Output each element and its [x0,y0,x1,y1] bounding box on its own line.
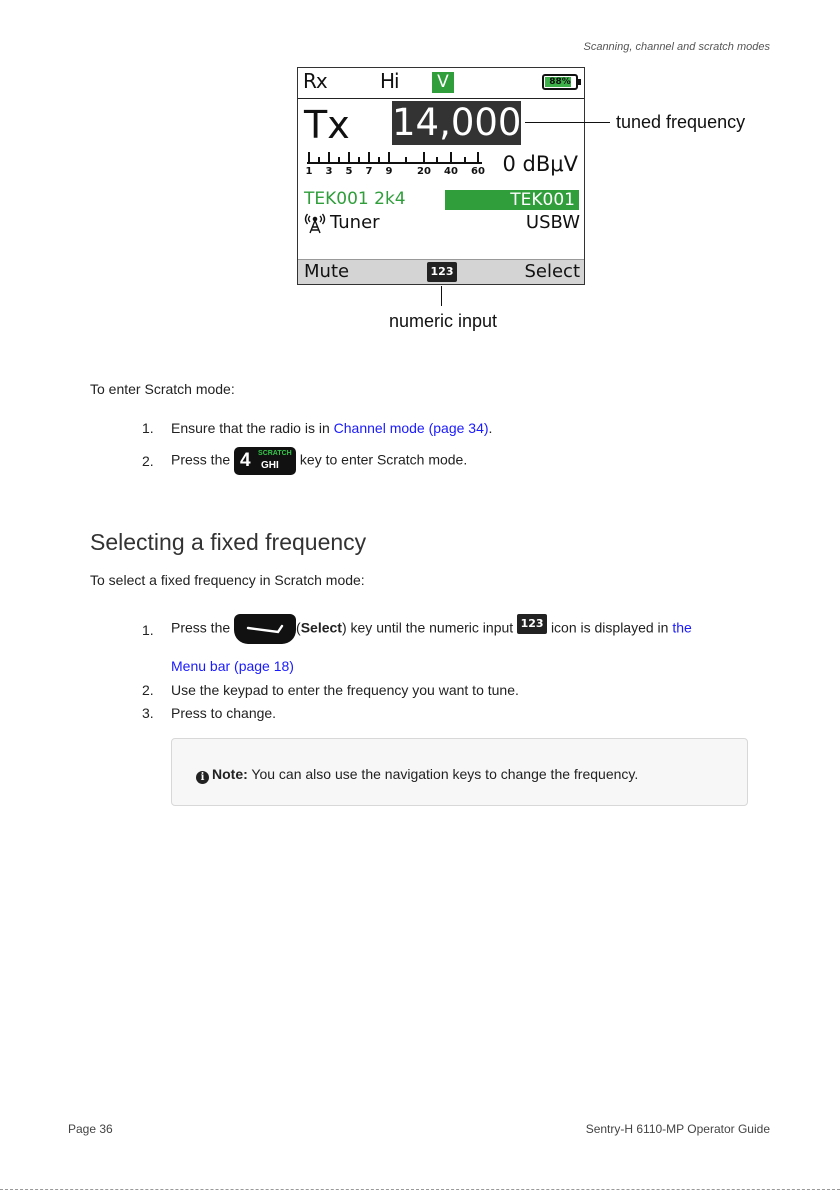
meter-minor-tick [358,157,360,163]
meter-minor-tick [338,157,340,163]
meter-minor-tick [436,157,438,163]
meter-scale-label: 60 [471,166,485,177]
meter-tick [348,152,350,163]
antenna-icon [304,212,326,234]
meter-tick [368,152,370,163]
battery-percent: 88% [549,77,571,87]
meter-scale-label: 7 [365,166,373,177]
meter-tick [450,152,452,163]
signal-level: 0 dBμV [502,152,578,176]
info-icon: i [196,771,209,784]
step-press-scratch: Press the 4 SCRATCH GHI key to enter Scratch mode. [171,447,467,475]
meter-scale-label: 20 [417,166,431,177]
tuner-label: Tuner [330,212,380,233]
menu-bar-link[interactable]: the [672,619,692,636]
step-number: 3. [142,705,154,721]
meter-scale-label: 1 [305,166,313,177]
battery-icon [542,74,578,90]
status-bar [298,68,584,99]
tx-label: Tx [304,103,350,147]
scratch-key-icon: 4 SCRATCH GHI [234,447,296,475]
meter-scale-label: 3 [325,166,333,177]
section-heading: Selecting a fixed frequency [90,529,367,555]
step-use-keypad: Use the keypad to enter the frequency you want to tune. [171,682,519,698]
section-intro: To select a fixed frequency in Scratch mode: [90,572,365,588]
status-v-badge: V [432,72,454,93]
callout-numeric-input: numeric input [389,311,498,331]
meter-minor-tick [318,157,320,163]
step-ensure-channel: Ensure that the radio is in Channel mode (page 34). [171,420,493,436]
meter-minor-tick [464,157,466,163]
step-press-change: Press to change. [171,705,277,721]
note-box [171,738,748,806]
select-key-icon [234,614,296,644]
meter-scale-label: 5 [345,166,353,177]
numeric-input-icon: 123 [517,614,547,634]
step-number: 1. [142,420,154,436]
step-number: 2. [142,682,154,698]
menu-select: Select [524,261,580,282]
meter-tick [423,152,425,163]
radio-screen-illustration [297,67,585,285]
meter-minor-tick [405,157,407,163]
signal-meter [306,152,486,180]
menu-bar [298,259,584,285]
status-power-hi: Hi [380,69,399,93]
meter-scale-label: 9 [385,166,393,177]
callout-line-frequency [525,122,610,123]
menu-mute: Mute [304,261,350,282]
step-number: 2. [142,453,154,469]
meter-tick [477,152,479,163]
step-number: 1. [142,622,154,638]
footer-page-number: Page 36 [68,1122,113,1136]
running-header: Scanning, channel and scratch modes [583,41,770,53]
meter-tick [388,152,390,163]
meter-scale-label: 40 [444,166,458,177]
step-press-select: Press the (Select) key until the numeric input 123 icon is displayed in the [171,614,692,644]
intro-paragraph: To enter Scratch mode: [90,381,235,397]
channel-badge: TEK001 [445,190,579,210]
step-continuation [171,658,294,674]
mode-label: USBW [525,212,580,233]
footer-guide-title: Sentry-H 6110-MP Operator Guide [585,1122,770,1136]
menu-bar-link[interactable]: Menu bar (page 18) [171,658,294,674]
status-rx: Rx [303,69,327,93]
note-text: i Note: You can also use the navigation keys to change the frequency. [196,766,638,784]
callout-tuned-frequency: tuned frequency [616,112,746,132]
callout-line-numeric [441,286,442,306]
tuned-frequency: 14,000 [392,101,522,144]
meter-tick [328,152,330,163]
numeric-input-icon: 123 [427,262,457,282]
channel-mode-link[interactable]: Channel mode (page 34) [333,420,489,436]
channel-name: TEK001 2k4 [304,189,406,209]
meter-minor-tick [378,157,380,163]
meter-tick [308,152,310,163]
page-bottom-rule [0,1189,840,1190]
